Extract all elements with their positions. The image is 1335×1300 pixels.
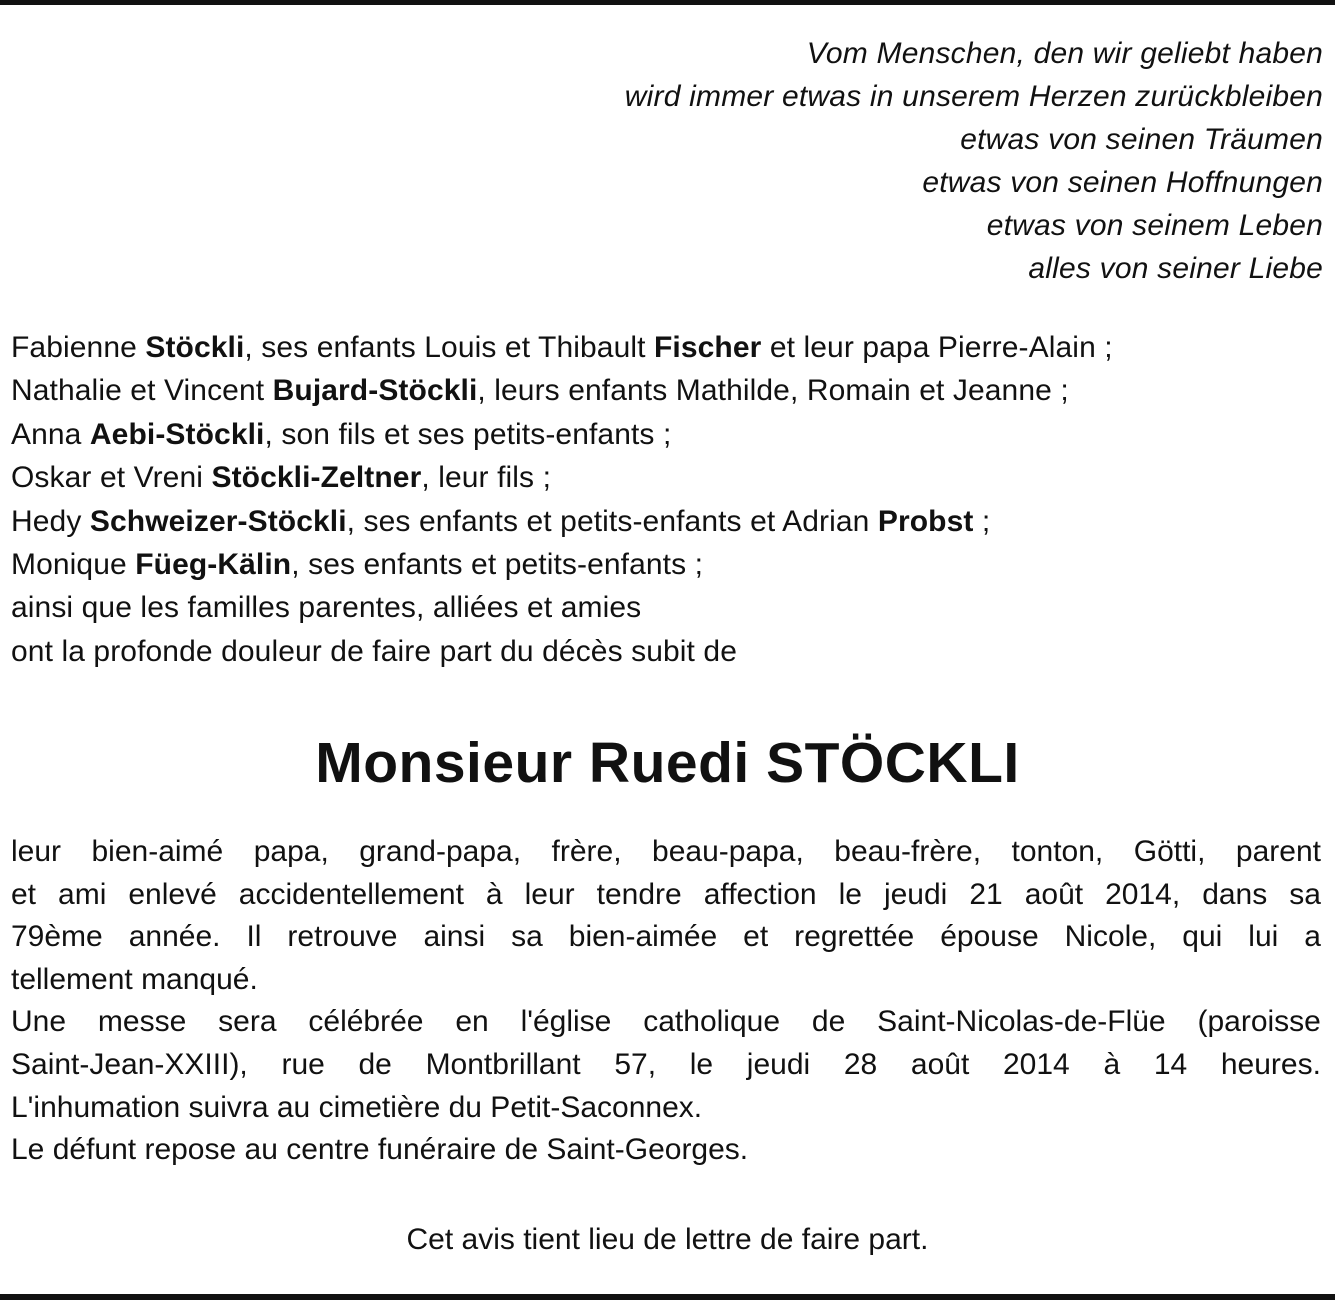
word: sa <box>511 920 543 954</box>
text: Monique <box>11 548 136 582</box>
word: de <box>811 1005 846 1039</box>
word: à <box>1103 1047 1121 1081</box>
footer-note: Cet avis tient lieu de lettre de faire part. <box>406 1223 929 1256</box>
word: Saint-Jean-XXIII), <box>11 1047 248 1081</box>
word: l'église <box>520 1005 612 1039</box>
poem-line: etwas von seinem Leben <box>986 209 1323 242</box>
poem-line: wird immer etwas in unserem Herzen zurückbleiben <box>624 80 1323 113</box>
family-line <box>11 369 1321 412</box>
word: (paroisse <box>1197 1005 1321 1039</box>
text: , ses enfants et petits-enfants ; <box>291 548 704 582</box>
word: Nicole, <box>1064 920 1157 954</box>
family-line <box>11 543 1321 586</box>
text: Anna <box>11 417 90 451</box>
poem-line: etwas von seinen Träumen <box>960 123 1323 156</box>
word: Götti, <box>1133 835 1206 868</box>
word: regrettée <box>794 920 915 954</box>
body-line: Le défunt repose au centre funéraire de Saint-Georges. <box>11 1133 749 1167</box>
word: année. <box>128 920 221 954</box>
word: et <box>743 920 769 954</box>
word: et <box>11 877 37 911</box>
word: 57, <box>614 1047 657 1081</box>
text: Oskar et Vreni <box>11 461 212 495</box>
word: 2014, <box>1105 877 1181 911</box>
word: a <box>1304 920 1321 954</box>
word: tonton, <box>1011 835 1104 868</box>
word: 21 <box>969 877 1003 911</box>
body-line: L'inhumation suivra au cimetière du Petit-Saconnex. <box>11 1090 703 1124</box>
word: catholique <box>643 1005 781 1039</box>
body-line <box>11 831 1321 874</box>
text: , ses enfants et petits-enfants et Adrian <box>346 504 878 538</box>
word: bien-aimée <box>568 920 718 954</box>
word: épouse <box>940 920 1039 954</box>
word: beau-papa, <box>652 835 804 868</box>
word: en <box>455 1005 489 1039</box>
word: Montbrillant <box>425 1047 581 1081</box>
surname: Aebi-Stöckli <box>89 417 265 451</box>
word: lui <box>1248 920 1279 954</box>
surname: Füeg-Kälin <box>135 548 292 582</box>
word: accidentellement <box>238 877 464 911</box>
family-line <box>11 456 1321 499</box>
poem-line: Vom Menschen, den wir geliebt haben <box>806 37 1323 70</box>
text: , ses enfants Louis et Thibault <box>244 331 654 364</box>
body-line <box>11 916 1321 959</box>
surname: Fischer <box>653 331 762 364</box>
word: parent <box>1235 835 1321 868</box>
word: sa <box>1289 877 1321 911</box>
family-line: ainsi que les familles parentes, alliées et amies <box>11 591 642 625</box>
text: Nathalie et Vincent <box>11 374 273 408</box>
word: leur <box>524 877 575 911</box>
word: Une <box>11 1005 67 1039</box>
word: beau-frère, <box>834 835 982 868</box>
deceased-name: Monsieur Ruedi STÖCKLI <box>315 731 1020 795</box>
word: qui <box>1182 920 1223 954</box>
surname: Stöckli <box>145 331 245 364</box>
surname: Probst <box>877 504 974 538</box>
poem <box>423 32 1323 290</box>
text: , leurs enfants Mathilde, Romain et Jeanne ; <box>477 374 1069 408</box>
word: dans <box>1202 877 1268 911</box>
word: à <box>485 877 503 911</box>
body-line: tellement manqué. <box>11 962 258 996</box>
word: sera <box>218 1005 277 1039</box>
word: jeudi <box>746 1047 811 1081</box>
word: rue <box>281 1047 325 1081</box>
family-line <box>11 500 1321 543</box>
poem-line: etwas von seinen Hoffnungen <box>922 166 1323 199</box>
body-line <box>11 874 1321 917</box>
family-line <box>11 326 1321 369</box>
poem-line: alles von seiner Liebe <box>1028 252 1323 285</box>
word: bien-aimé <box>91 835 224 868</box>
family-line: ont la profonde douleur de faire part du décès subit de <box>11 634 737 668</box>
word: leur <box>11 835 62 868</box>
word: frère, <box>551 835 622 868</box>
text: Fabienne <box>11 331 146 364</box>
word: le <box>838 877 862 911</box>
word: 28 <box>843 1047 878 1081</box>
word: ami <box>58 877 107 911</box>
word: papa, <box>253 835 329 868</box>
top-rule <box>0 0 1335 5</box>
word: tendre <box>596 877 682 911</box>
word: affection <box>703 877 817 911</box>
text: , leur fils ; <box>421 461 552 495</box>
word: 79ème <box>11 920 103 954</box>
word: enlevé <box>128 877 217 911</box>
surname: Bujard-Stöckli <box>272 374 478 408</box>
family-line <box>11 413 1321 456</box>
word: Saint-Nicolas-de-Flüe <box>877 1005 1166 1039</box>
bottom-rule <box>0 1294 1335 1300</box>
word: 14 <box>1153 1047 1188 1081</box>
family-announcement <box>11 326 1321 673</box>
word: Il <box>246 920 262 954</box>
word: grand-papa, <box>359 835 522 868</box>
word: messe <box>97 1005 187 1039</box>
word: jeudi <box>883 877 948 911</box>
word: célébrée <box>308 1005 424 1039</box>
obituary-body <box>11 831 1321 1172</box>
word: heures. <box>1220 1047 1321 1081</box>
text: Hedy <box>11 504 90 538</box>
body-line <box>11 1044 1321 1087</box>
word: 2014 <box>1003 1047 1070 1081</box>
text: , son fils et ses petits-enfants ; <box>264 417 672 451</box>
surname: Schweizer-Stöckli <box>89 504 347 538</box>
word: le <box>689 1047 714 1081</box>
text: et leur papa Pierre-Alain ; <box>761 331 1113 364</box>
surname: Stöckli-Zeltner <box>211 461 422 495</box>
text: ; <box>973 504 991 538</box>
word: retrouve <box>287 920 398 954</box>
word: août <box>910 1047 970 1081</box>
word: août <box>1024 877 1084 911</box>
word: de <box>358 1047 392 1081</box>
body-line <box>11 1001 1321 1044</box>
word: ainsi <box>423 920 486 954</box>
